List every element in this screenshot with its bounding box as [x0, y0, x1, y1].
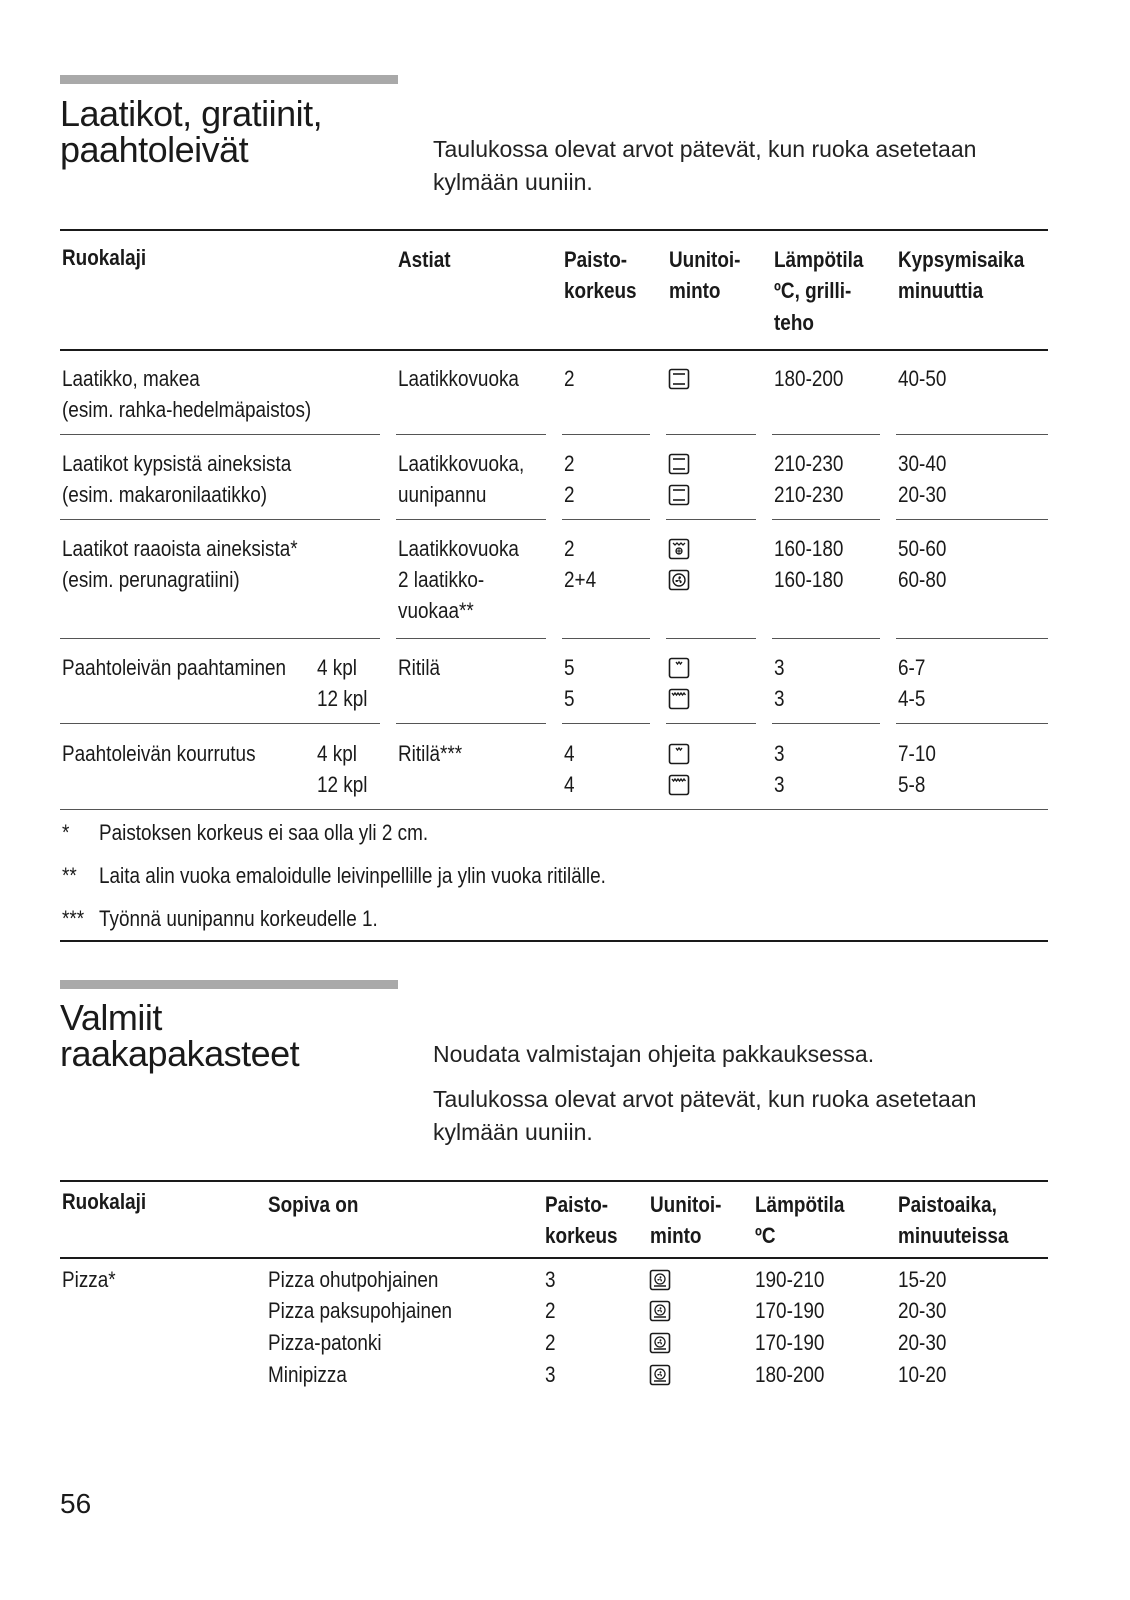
table-cell-dish-note: (esim. makaronilaatikko)	[62, 482, 268, 507]
table-cell-height: 2+4	[564, 567, 597, 592]
row-divider	[772, 723, 880, 724]
table-cell-height: 4	[564, 772, 575, 797]
large-grill-icon	[668, 774, 690, 796]
fan-heat-icon	[668, 569, 690, 591]
row-divider	[60, 638, 380, 639]
pizza-setting-icon	[649, 1364, 671, 1386]
col-header-time: Kypsymisaika	[898, 247, 1025, 272]
row-divider	[772, 434, 880, 435]
table-cell-height: 2	[564, 366, 575, 391]
table-cell-vessel: Ritilä	[398, 655, 441, 680]
col-header-dish: Ruokalaji	[62, 245, 147, 270]
top-bottom-heat-icon	[668, 484, 690, 506]
table-top-rule	[60, 229, 1048, 231]
row-divider	[60, 723, 380, 724]
table-cell-vessel: 2 laatikko-	[398, 567, 485, 592]
section-intro-2-line2: kylmään uuniin.	[433, 1119, 593, 1145]
table-cell-temp: 3	[774, 655, 785, 680]
table-cell-dish-note: (esim. perunagratiini)	[62, 567, 240, 592]
col-header-temp-2: ºC, grilli-	[774, 278, 852, 303]
row-divider	[666, 519, 756, 520]
section-title-line2: paahtoleivät	[60, 129, 249, 170]
row-divider	[896, 723, 1048, 724]
table-cell-vessel: Laatikkovuoka	[398, 366, 519, 391]
table-cell-suitable: Minipizza	[268, 1362, 347, 1387]
table-cell-height: 4	[564, 741, 575, 766]
table-cell-time: 6-7	[898, 655, 926, 680]
row-divider	[772, 519, 880, 520]
table-cell-time: 20-30	[898, 482, 947, 507]
footnote-mark: **	[62, 863, 77, 888]
table-cell-dish: Paahtoleivän kourrutus	[62, 741, 256, 766]
row-divider	[562, 723, 650, 724]
footnote-mark: ***	[62, 906, 85, 931]
col-header-suitable: Sopiva on	[268, 1192, 359, 1217]
col-header-mode-2: minto	[650, 1223, 702, 1248]
table-cell-height: 2	[564, 536, 575, 561]
table-cell-time: 40-50	[898, 366, 947, 391]
row-divider	[562, 519, 650, 520]
col-header-temp: Lämpötila	[755, 1192, 845, 1217]
row-divider	[666, 434, 756, 435]
table-cell-qty: 4 kpl	[317, 741, 357, 766]
table-cell-qty: 4 kpl	[317, 655, 357, 680]
table-cell-temp: 210-230	[774, 482, 844, 507]
table-cell-temp: 180-200	[774, 366, 844, 391]
row-divider	[896, 519, 1048, 520]
table-cell-temp: 160-180	[774, 567, 844, 592]
row-divider	[896, 638, 1048, 639]
col-header-temp-3: teho	[774, 310, 814, 335]
table-cell-height: 3	[545, 1267, 556, 1292]
section-title: Valmiit	[60, 997, 162, 1038]
col-header-height-2: korkeus	[564, 278, 637, 303]
table-cell-dish-note: (esim. rahka-hedelmäpaistos)	[62, 397, 312, 422]
section-bar	[60, 980, 398, 989]
table-cell-time: 4-5	[898, 686, 926, 711]
pizza-setting-icon	[649, 1300, 671, 1322]
row-divider	[562, 638, 650, 639]
row-divider	[896, 434, 1048, 435]
row-divider	[60, 434, 380, 435]
row-divider	[396, 434, 546, 435]
table-cell-time: 7-10	[898, 741, 936, 766]
table-cell-suitable: Pizza ohutpohjainen	[268, 1267, 439, 1292]
col-header-temp: Lämpötila	[774, 247, 864, 272]
row-divider	[60, 519, 380, 520]
table-cell-suitable: Pizza paksupohjainen	[268, 1298, 453, 1323]
section-intro: Noudata valmistajan ohjeita pakkauksessa.	[433, 1041, 875, 1067]
col-header-height-2: korkeus	[545, 1223, 618, 1248]
footnote-text: Laita alin vuoka emaloidulle leivinpellille ja ylin vuoka ritilälle.	[99, 863, 606, 888]
col-header-height: Paisto-	[545, 1192, 609, 1217]
section-bottom-rule	[60, 940, 1048, 942]
row-divider	[666, 723, 756, 724]
small-grill-icon	[668, 743, 690, 765]
col-header-vessel: Astiat	[398, 247, 451, 272]
pizza-setting-icon	[649, 1332, 671, 1354]
table-cell-vessel: vuokaa**	[398, 598, 474, 623]
table-cell-temp: 210-230	[774, 451, 844, 476]
hot-air-grilling-icon	[668, 538, 690, 560]
col-header-mode: Uunitoi-	[669, 247, 741, 272]
table-cell-time: 60-80	[898, 567, 947, 592]
table-cell-dish: Laatikot raaoista aineksista*	[62, 536, 298, 561]
section-title-line2: raakapakasteet	[60, 1033, 300, 1074]
small-grill-icon	[668, 657, 690, 679]
top-bottom-heat-icon	[668, 368, 690, 390]
section-intro-line2: kylmään uuniin.	[433, 169, 593, 195]
table-cell-height: 2	[545, 1298, 556, 1323]
table-cell-qty: 12 kpl	[317, 772, 368, 797]
table-cell-vessel: Laatikkovuoka,	[398, 451, 525, 476]
header-rule	[60, 349, 1048, 351]
table-cell-time: 5-8	[898, 772, 926, 797]
footnote-text: Paistoksen korkeus ei saa olla yli 2 cm.	[99, 820, 429, 845]
table-cell-vessel: Laatikkovuoka	[398, 536, 519, 561]
row-divider	[396, 638, 546, 639]
table-cell-qty: 12 kpl	[317, 686, 368, 711]
section-intro: Taulukossa olevat arvot pätevät, kun ruoka asetetaan	[433, 136, 977, 162]
large-grill-icon	[668, 688, 690, 710]
table-cell-height: 5	[564, 686, 575, 711]
table-cell-temp: 3	[774, 686, 785, 711]
table-cell-time: 50-60	[898, 536, 947, 561]
header-rule	[60, 1257, 1048, 1259]
table-cell-time: 20-30	[898, 1298, 947, 1323]
col-header-time: Paistoaika,	[898, 1192, 997, 1217]
table-cell-height: 3	[545, 1362, 556, 1387]
table-cell-temp: 170-190	[755, 1330, 825, 1355]
table-cell-vessel: uunipannu	[398, 482, 487, 507]
col-header-mode-2: minto	[669, 278, 721, 303]
table-cell-temp: 160-180	[774, 536, 844, 561]
table-cell-time: 10-20	[898, 1362, 947, 1387]
col-header-dish: Ruokalaji	[62, 1189, 147, 1214]
section-title: Laatikot, gratiinit,	[60, 93, 323, 134]
table-cell-time: 20-30	[898, 1330, 947, 1355]
row-divider	[666, 638, 756, 639]
table-cell-vessel: Ritilä***	[398, 741, 463, 766]
table-cell-temp: 3	[774, 741, 785, 766]
table-cell-height: 2	[564, 482, 575, 507]
table-top-rule	[60, 1180, 1048, 1182]
table-cell-height: 2	[564, 451, 575, 476]
table-cell-height: 2	[545, 1330, 556, 1355]
col-header-mode: Uunitoi-	[650, 1192, 722, 1217]
table-cell-time: 30-40	[898, 451, 947, 476]
pizza-setting-icon	[649, 1269, 671, 1291]
col-header-time-2: minuuttia	[898, 278, 984, 303]
table-cell-dish: Laatikot kypsistä aineksista	[62, 451, 292, 476]
page-number: 56	[60, 1488, 92, 1519]
col-header-height: Paisto-	[564, 247, 628, 272]
table-cell-dish: Laatikko, makea	[62, 366, 200, 391]
table-cell-height: 5	[564, 655, 575, 680]
col-header-time-2: minuuteissa	[898, 1223, 1009, 1248]
table-cell-temp: 180-200	[755, 1362, 825, 1387]
row-divider	[396, 723, 546, 724]
table-cell-dish: Pizza*	[62, 1267, 116, 1292]
table-cell-suitable: Pizza-patonki	[268, 1330, 382, 1355]
table-cell-temp: 3	[774, 772, 785, 797]
table-cell-temp: 190-210	[755, 1267, 825, 1292]
table-cell-temp: 170-190	[755, 1298, 825, 1323]
table-cell-time: 15-20	[898, 1267, 947, 1292]
footnote-mark: *	[62, 820, 70, 845]
row-divider	[396, 519, 546, 520]
section-bar	[60, 75, 398, 84]
table-bottom-rule	[60, 809, 1048, 810]
top-bottom-heat-icon	[668, 453, 690, 475]
col-header-temp-2: ºC	[755, 1223, 776, 1248]
table-cell-dish: Paahtoleivän paahtaminen	[62, 655, 287, 680]
footnote-text: Työnnä uunipannu korkeudelle 1.	[99, 906, 378, 931]
row-divider	[772, 638, 880, 639]
row-divider	[562, 434, 650, 435]
section-intro-2: Taulukossa olevat arvot pätevät, kun ruoka asetetaan	[433, 1086, 977, 1112]
